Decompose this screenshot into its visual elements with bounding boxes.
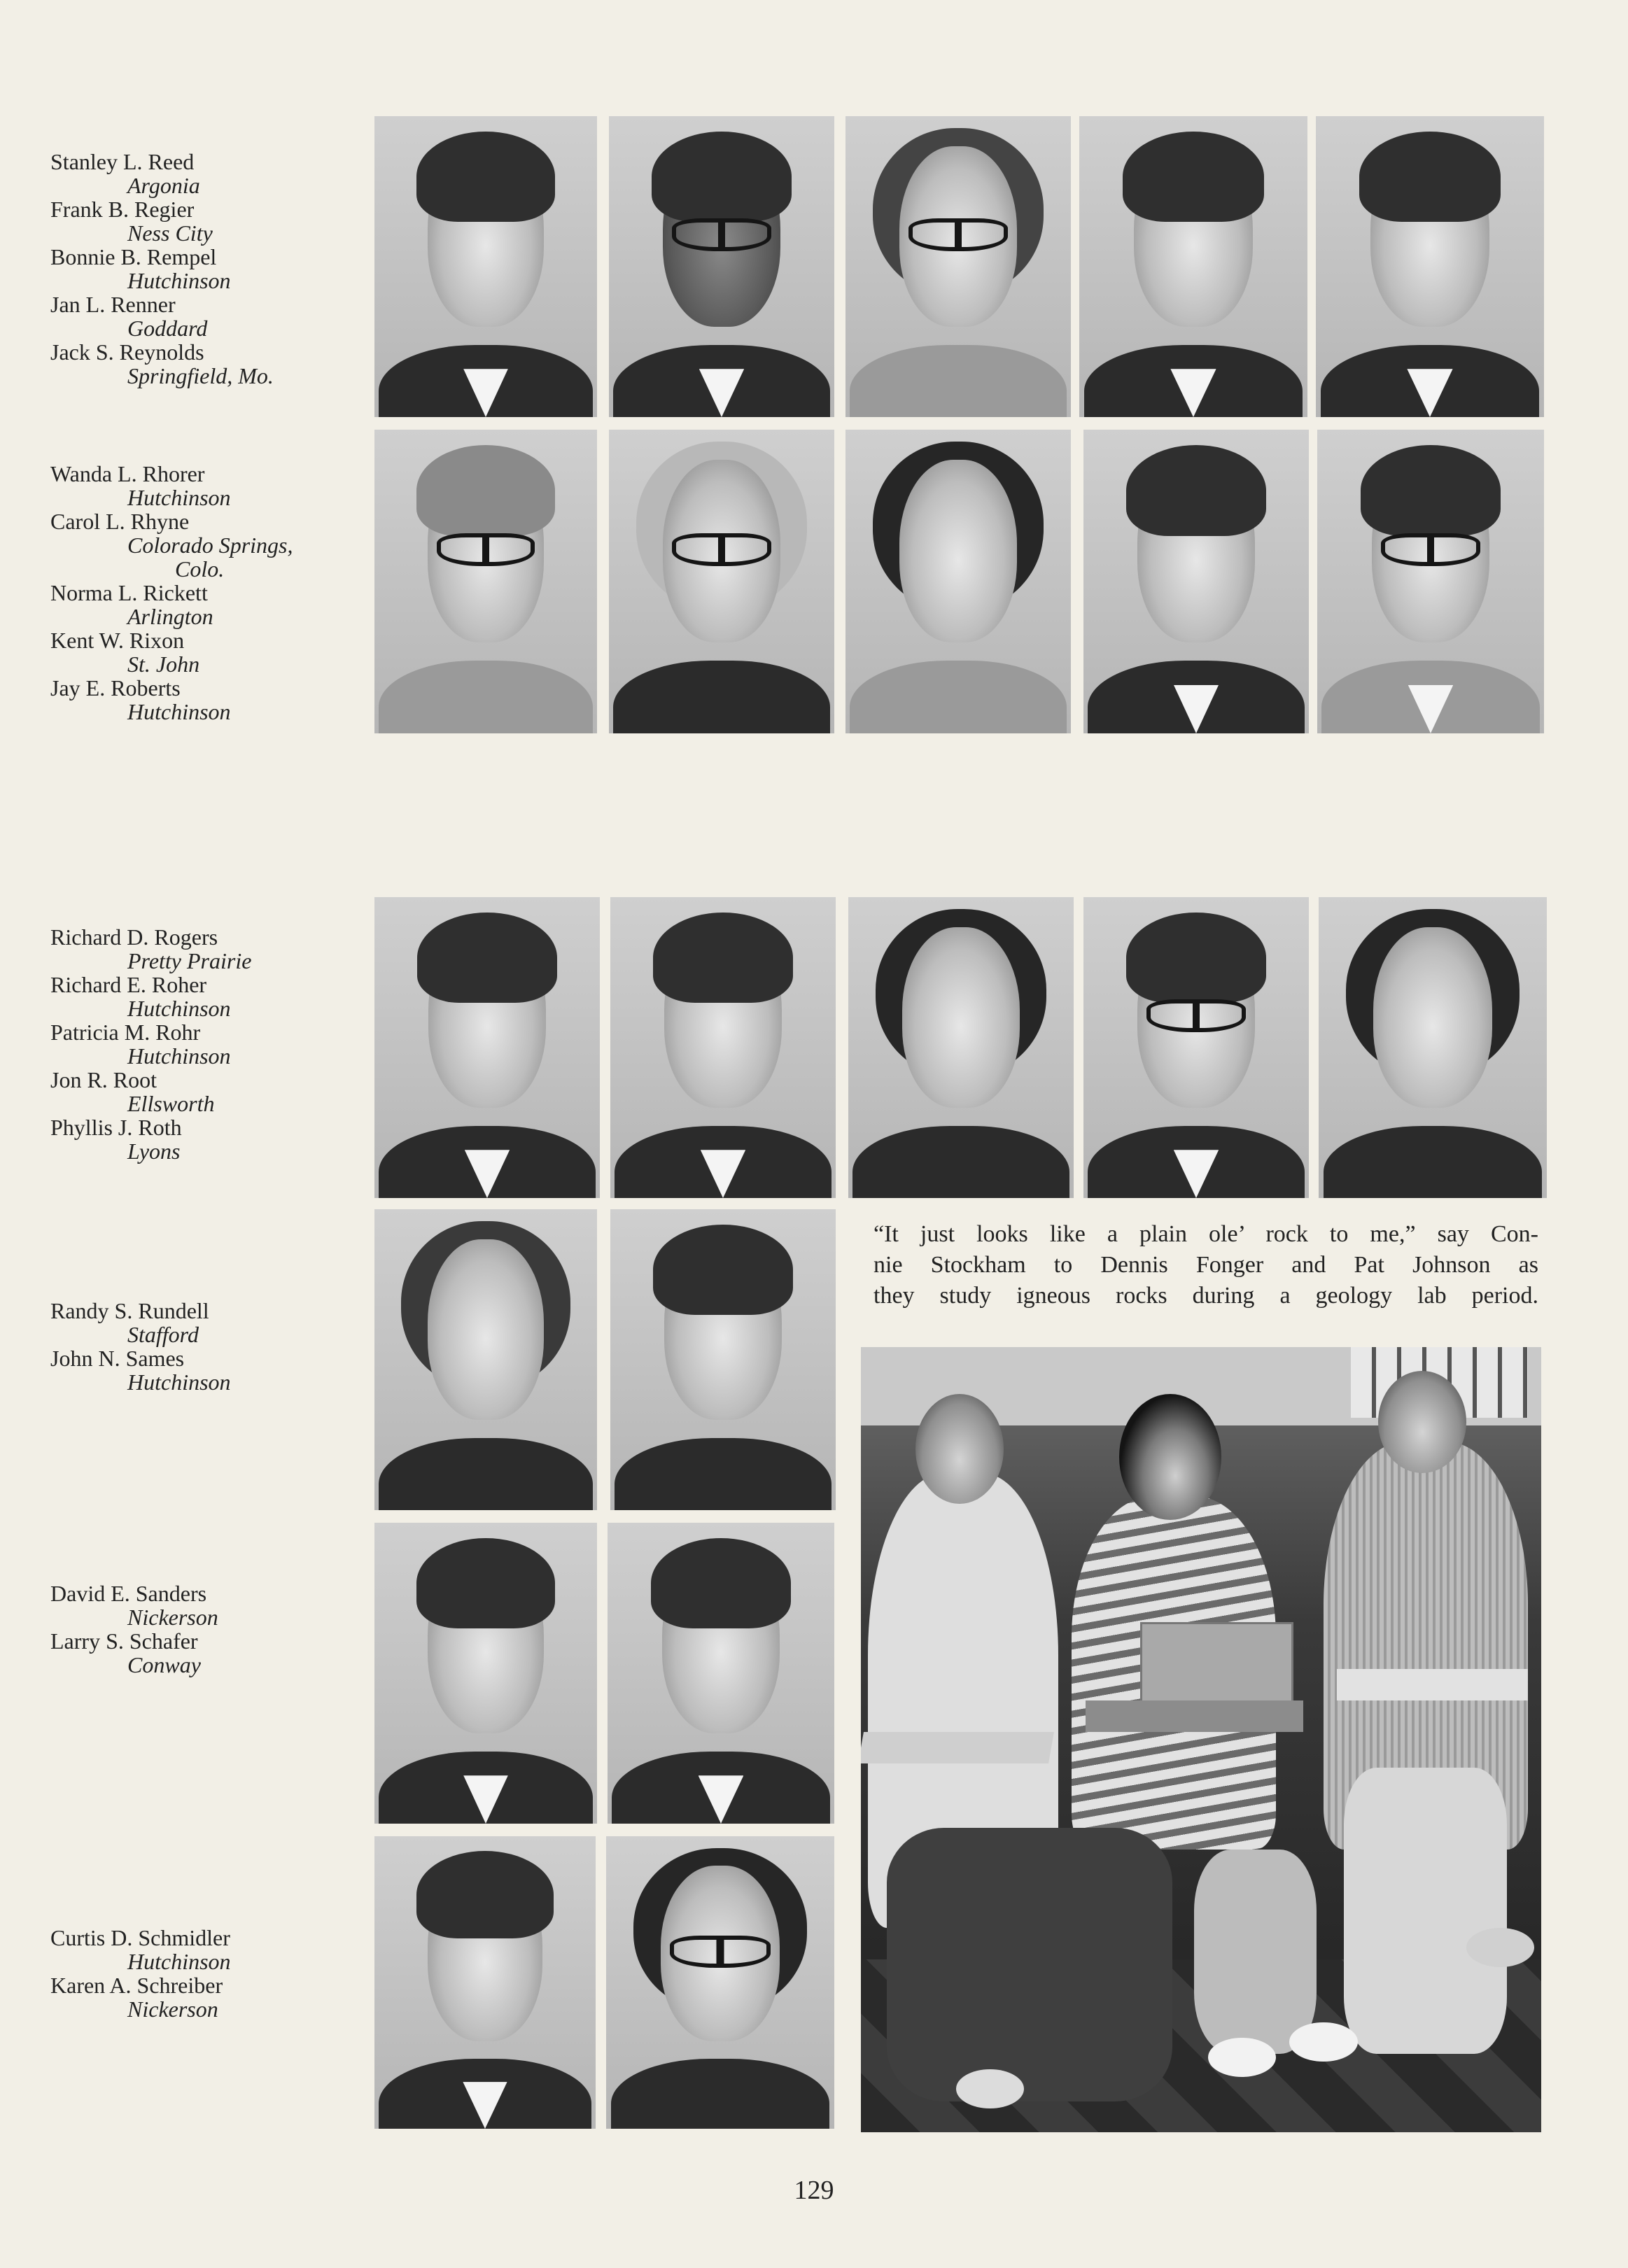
student-name: Phyllis J. Roth (50, 1115, 182, 1140)
student-name: Jay E. Roberts (50, 675, 181, 700)
names-group-5 (50, 1582, 218, 1677)
student-name: Frank B. Regier (50, 197, 195, 222)
page-number: 129 (794, 2176, 834, 2205)
student-hometown: Hutchinson (127, 699, 231, 724)
student-name: John N. Sames (50, 1346, 185, 1371)
names-group-3 (50, 925, 251, 1163)
geology-lab-photo (861, 1347, 1541, 2132)
student-hometown: Conway (127, 1652, 201, 1677)
student-name: Jack S. Reynolds (50, 339, 204, 365)
student-hometown: Hutchinson (127, 485, 231, 510)
student-hometown: Colorado Springs, (127, 533, 293, 558)
portrait-photo (1083, 430, 1309, 733)
portrait-photo (374, 116, 597, 417)
student-hometown: Argonia (127, 173, 200, 198)
student-name: Curtis D. Schmidler (50, 1925, 230, 1950)
student-name: Norma L. Rickett (50, 580, 208, 605)
student-hometown: Colo. (175, 556, 225, 582)
student-hometown: Hutchinson (127, 268, 231, 293)
portrait-photo (1317, 430, 1544, 733)
photo-caption (873, 1219, 1538, 1311)
student-name: Bonnie B. Rempel (50, 244, 217, 269)
student-hometown: Pretty Prairie (127, 948, 252, 973)
student-name: Jan L. Renner (50, 292, 176, 317)
portrait-photo (610, 1209, 836, 1510)
student-hometown: Stafford (127, 1322, 199, 1347)
portrait-photo (848, 897, 1074, 1198)
portrait-photo (374, 1836, 596, 2129)
portrait-photo (1079, 116, 1307, 417)
student-name: Karen A. Schreiber (50, 1973, 223, 1998)
student-hometown: Nickerson (127, 1605, 218, 1630)
student-hometown: Hutchinson (127, 1949, 231, 1974)
portrait-photo (845, 430, 1071, 733)
student-name: Richard D. Rogers (50, 924, 218, 950)
student-name: Randy S. Rundell (50, 1298, 209, 1323)
student-hometown: Hutchinson (127, 1369, 231, 1395)
student-name: Larry S. Schafer (50, 1628, 198, 1654)
portrait-photo (609, 116, 834, 417)
names-group-6 (50, 1926, 231, 2021)
student-hometown: Ellsworth (127, 1091, 215, 1116)
student-hometown: Springfield, Mo. (127, 363, 274, 388)
portrait-photo (1316, 116, 1544, 417)
student-name: Stanley L. Reed (50, 149, 195, 174)
student-hometown: Hutchinson (127, 1043, 231, 1069)
portrait-photo (610, 897, 836, 1198)
student-hometown: Hutchinson (127, 996, 231, 1021)
student-name: David E. Sanders (50, 1581, 207, 1606)
caption-line: they study igneous rocks during a geology lab period. (873, 1283, 1538, 1309)
student-hometown: Nickerson (127, 1996, 218, 2022)
names-group-4 (50, 1299, 231, 1394)
caption-line: “It just looks like a plain ole’ rock to me,” say Con- (873, 1221, 1538, 1247)
student-name: Jon R. Root (50, 1067, 157, 1092)
portrait-photo (374, 897, 600, 1198)
names-group-2 (50, 462, 293, 724)
student-name: Wanda L. Rhorer (50, 461, 205, 486)
portrait-photo (609, 430, 834, 733)
portrait-photo (608, 1523, 834, 1824)
student-hometown: Ness City (127, 220, 213, 246)
portrait-photo (1083, 897, 1309, 1198)
student-name: Richard E. Roher (50, 972, 207, 997)
student-hometown: Lyons (127, 1139, 181, 1164)
student-hometown: St. John (127, 651, 200, 677)
student-name: Patricia M. Rohr (50, 1020, 201, 1045)
caption-line: nie Stockham to Dennis Fonger and Pat Johnson as (873, 1252, 1538, 1278)
portrait-photo (845, 116, 1071, 417)
portrait-photo (374, 1209, 597, 1510)
portrait-photo (606, 1836, 834, 2129)
student-name: Kent W. Rixon (50, 628, 185, 653)
student-hometown: Arlington (127, 604, 213, 629)
student-name: Carol L. Rhyne (50, 509, 190, 534)
portrait-photo (374, 1523, 597, 1824)
student-hometown: Goddard (127, 316, 208, 341)
portrait-photo (1319, 897, 1547, 1198)
portrait-photo (374, 430, 597, 733)
names-group-1 (50, 150, 274, 388)
